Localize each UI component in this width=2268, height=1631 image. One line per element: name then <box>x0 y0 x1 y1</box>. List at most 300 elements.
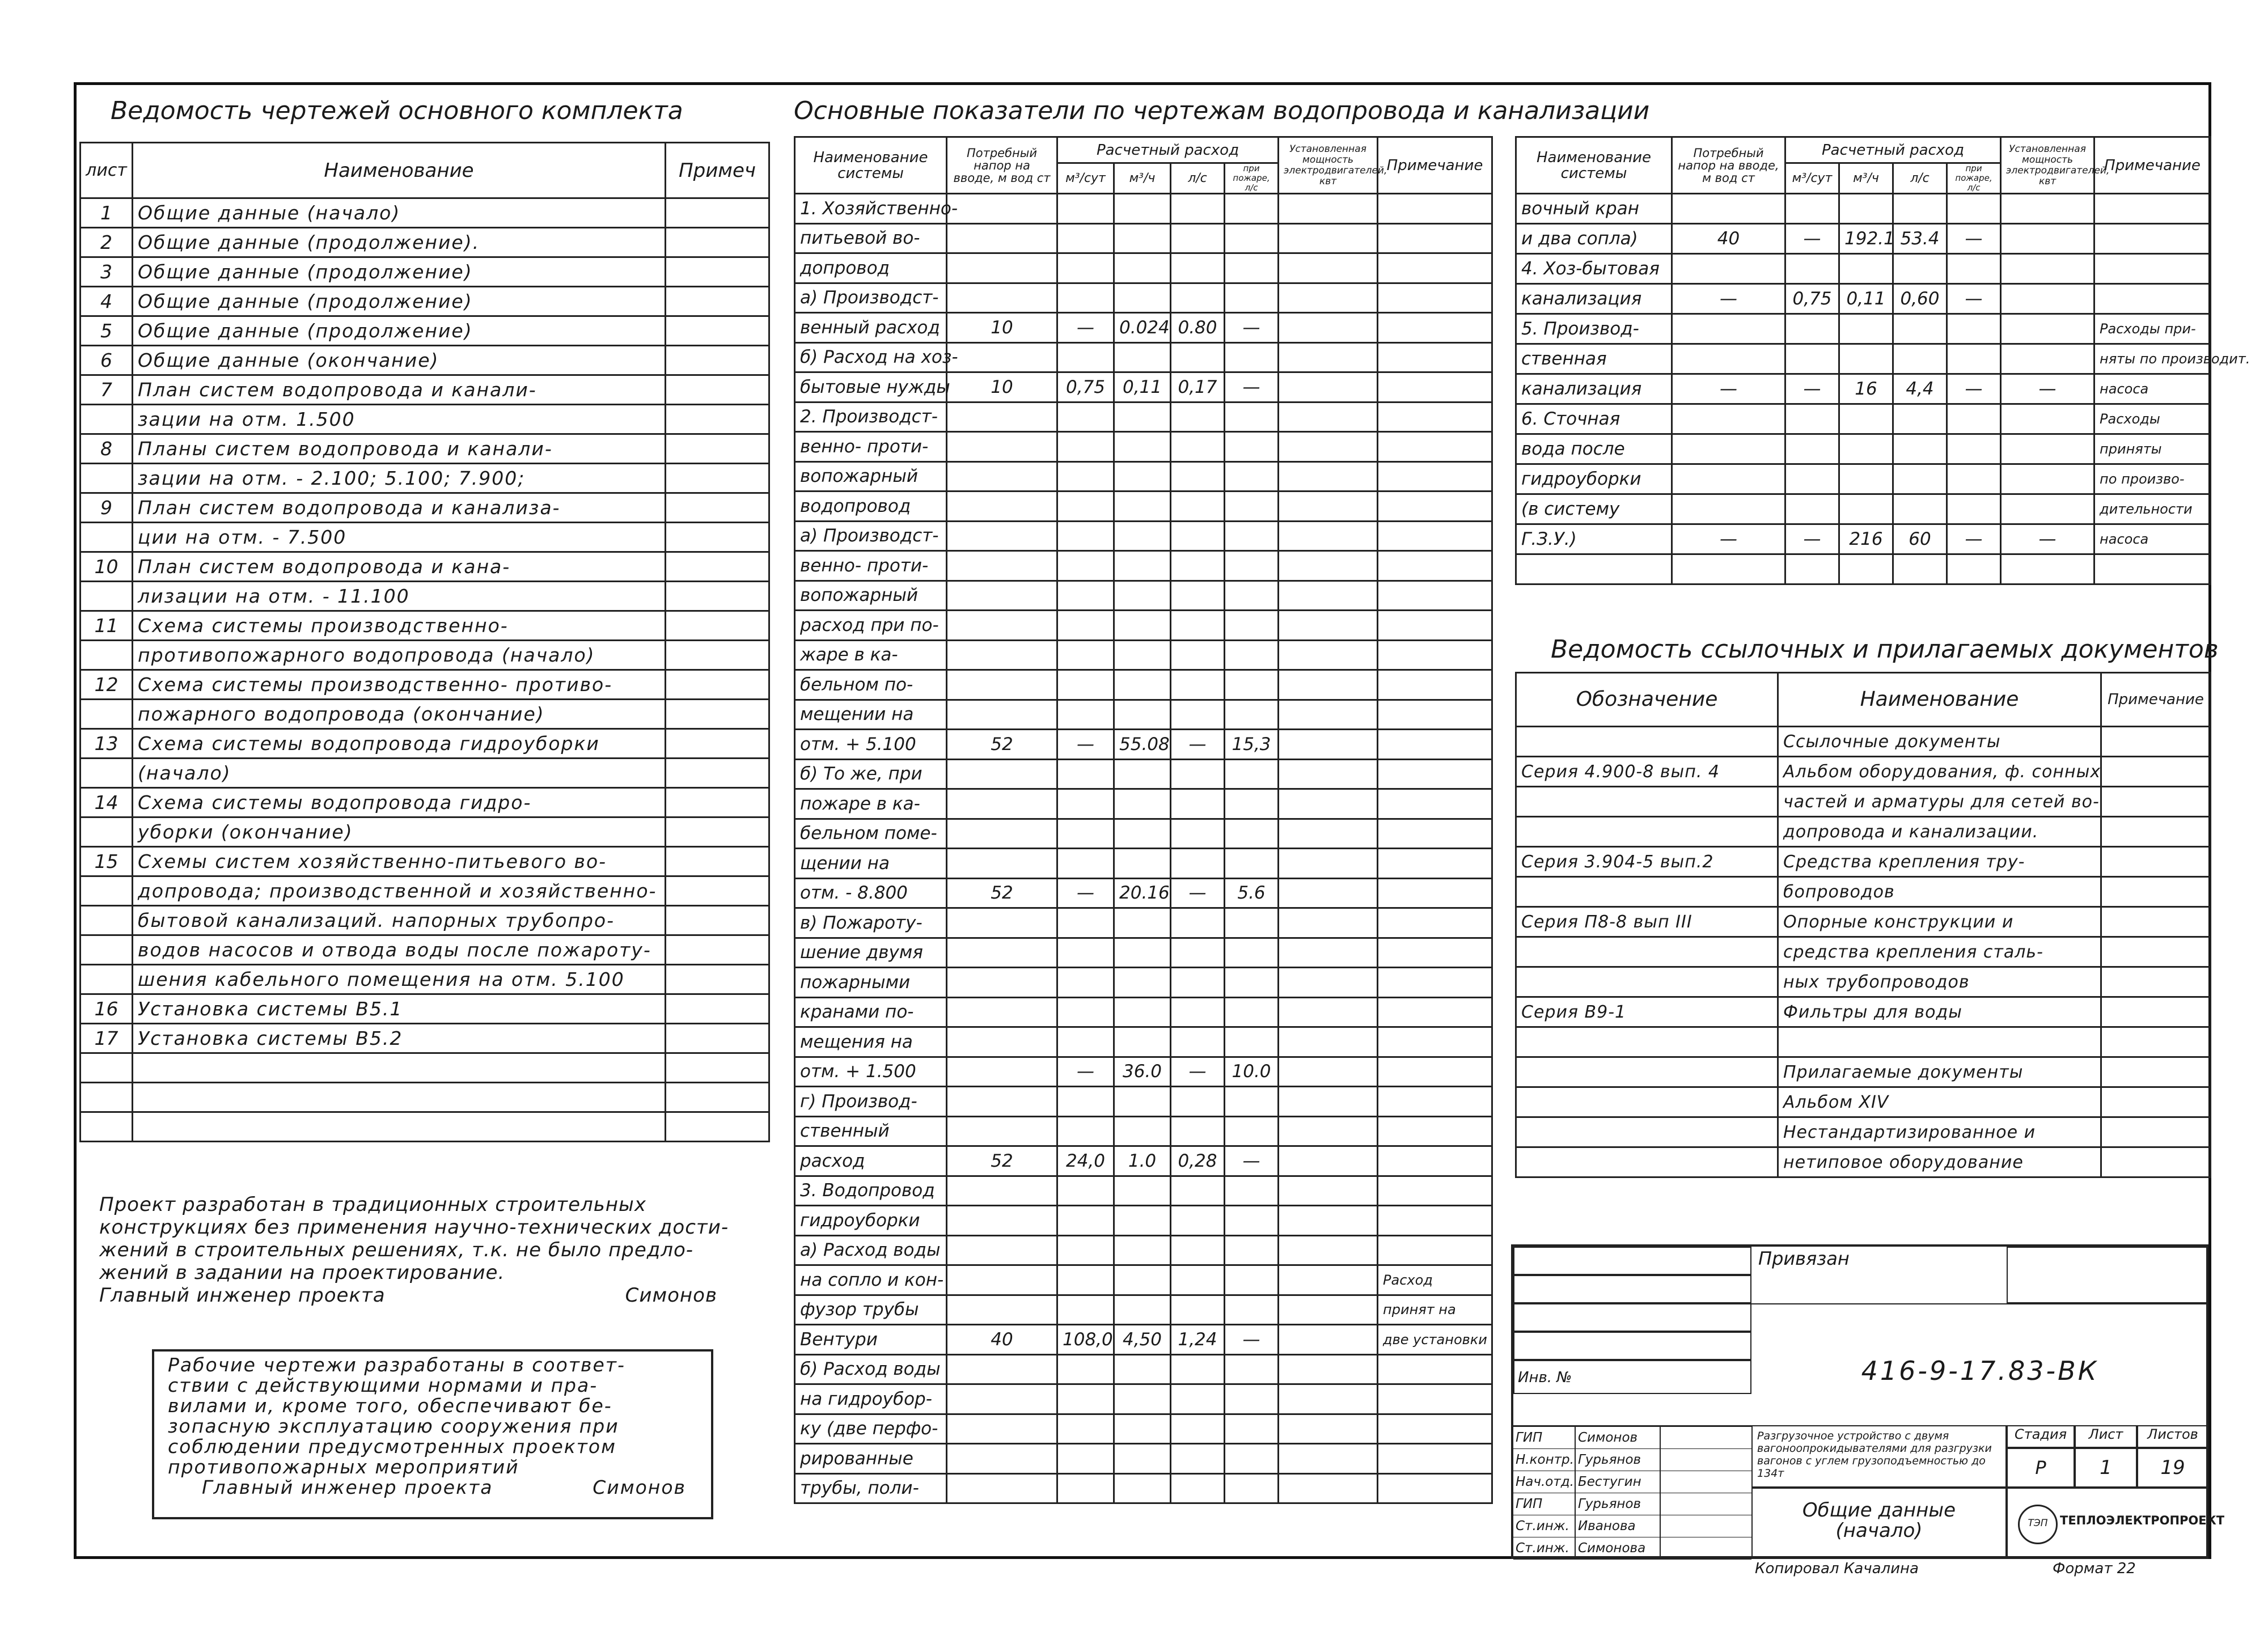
indicator-pressure <box>947 1384 1057 1414</box>
indicator-flow-m3h <box>1114 968 1171 998</box>
sheet-name: зации на отм. - 2.100; 5.100; 7.900; <box>133 464 666 493</box>
indicator-remark: Расход <box>1378 1265 1492 1295</box>
stamp-cell <box>2007 1247 2208 1303</box>
sheet-note <box>666 729 769 759</box>
indicator-flow-m3day <box>1057 1473 1114 1503</box>
indicator-remark: принят на <box>1378 1295 1492 1325</box>
sheet-note <box>666 405 769 434</box>
indicator-row <box>795 492 1492 522</box>
indicator-flow-m3h <box>1114 432 1171 462</box>
indicator-flow-ls <box>1171 819 1225 849</box>
indicator-row <box>795 730 1492 760</box>
indicator-flow-fire: — <box>1947 374 2001 404</box>
indicator-row <box>795 1325 1492 1355</box>
indicator-row <box>795 1027 1492 1057</box>
indicator-flow-m3h <box>1114 1027 1171 1057</box>
staff-signature <box>1661 1449 1751 1471</box>
indicator-system-name: б) Расход на хоз- <box>795 342 947 372</box>
indicator-flow-ls <box>1893 464 1947 494</box>
indicator-system-name: венный расход <box>795 313 947 343</box>
indicator-system-name: рированные <box>795 1444 947 1474</box>
indicator-remark <box>1378 1444 1492 1474</box>
sheet-row <box>81 965 769 994</box>
indicator-flow-fire: — <box>1947 524 2001 554</box>
indicator-row <box>1516 404 2211 434</box>
doc-title: частей и арматуры для сетей во- <box>1778 787 2101 817</box>
indicator-pressure <box>947 997 1057 1027</box>
indicator-flow-m3h <box>1114 1235 1171 1265</box>
col-name: Наименование <box>133 143 666 198</box>
indicator-power <box>2001 314 2094 344</box>
indicator-system-name: г) Производ- <box>795 1087 947 1117</box>
sheet-number: 2 <box>81 228 133 257</box>
sheet-number: 10 <box>81 552 133 582</box>
sheet-row <box>81 375 769 405</box>
sheet-name: Общие данные (продолжение) <box>133 287 666 316</box>
indicator-system-name: бельном поме- <box>795 819 947 849</box>
col-pressure: Потребный напор на вводе, м вод ст <box>947 137 1057 194</box>
indicator-power <box>1279 670 1378 700</box>
indicator-remark <box>1378 223 1492 253</box>
sheet-number: 11 <box>81 611 133 641</box>
indicator-row <box>795 1116 1492 1146</box>
indicator-system-name: вода после <box>1516 434 1672 464</box>
col-fire: при пожаре, л/с <box>1947 163 2001 194</box>
doc-remark <box>2101 967 2211 997</box>
indicator-row <box>795 372 1492 403</box>
sheet-note <box>666 847 769 876</box>
indicator-flow-ls <box>1171 253 1225 283</box>
compliance-line: вилами и, кроме того, обеспечивают бе- <box>168 1395 612 1417</box>
sheet-row <box>81 493 769 523</box>
col-designation: Обозначение <box>1516 673 1778 727</box>
indicator-flow-m3h <box>1839 194 1893 224</box>
indicator-row <box>795 759 1492 789</box>
sheet-row <box>81 552 769 582</box>
indicator-flow-ls <box>1171 1295 1225 1325</box>
sheet-note <box>666 700 769 729</box>
indicator-flow-ls <box>1893 194 1947 224</box>
indicator-flow-m3day <box>1057 1087 1114 1117</box>
indicator-flow-fire <box>1225 283 1279 313</box>
indicator-row <box>795 521 1492 551</box>
doc-designation <box>1516 1147 1778 1177</box>
indicator-flow-m3h: 1.0 <box>1114 1146 1171 1176</box>
staff-role: Нач.отд. <box>1513 1471 1576 1493</box>
indicator-system-name: пожарными <box>795 968 947 998</box>
indicator-flow-fire <box>1225 1444 1279 1474</box>
indicator-remark <box>1378 432 1492 462</box>
indicator-row <box>795 581 1492 611</box>
indicator-remark <box>1378 878 1492 908</box>
indicator-power <box>1279 1206 1378 1236</box>
indicator-pressure <box>947 1206 1057 1236</box>
indicator-system-name: 3. Водопровод <box>795 1176 947 1206</box>
sheet-name: Схема системы водопровода гидро- <box>133 788 666 817</box>
sheet-title: Общие данные (начало) <box>1751 1488 2007 1559</box>
indicator-flow-m3h <box>1114 1176 1171 1206</box>
doc-designation <box>1516 1057 1778 1087</box>
sheet-number <box>81 935 133 965</box>
staff-role: ГИП <box>1513 1427 1576 1449</box>
compliance-line: ствии с действующими нормами и пра- <box>168 1374 598 1396</box>
indicator-remark <box>1378 849 1492 879</box>
sheet-note <box>666 493 769 523</box>
indicator-remark <box>1378 670 1492 700</box>
indicator-flow-m3day: — <box>1057 878 1114 908</box>
indicator-flow-ls <box>1893 494 1947 524</box>
indicator-pressure <box>1672 194 1785 224</box>
indicator-flow-ls <box>1171 938 1225 968</box>
indicator-flow-fire <box>1225 342 1279 372</box>
doc-designation <box>1516 1087 1778 1117</box>
indicator-remark <box>1378 521 1492 551</box>
indicator-flow-m3day <box>1057 1176 1114 1206</box>
indicator-remark <box>1378 313 1492 343</box>
indicator-remark <box>2094 254 2211 284</box>
sheet-name: зации на отм. 1.500 <box>133 405 666 434</box>
indicator-pressure <box>947 461 1057 492</box>
indicator-flow-m3h <box>1114 997 1171 1027</box>
indicator-pressure <box>947 521 1057 551</box>
stamp-cell <box>1513 1275 1751 1303</box>
indicator-flow-m3day <box>1057 1414 1114 1444</box>
col-flow: Расчетный расход <box>1057 137 1279 163</box>
doc-row <box>1516 1147 2211 1177</box>
sheet-number <box>81 965 133 994</box>
sheet-row <box>81 935 769 965</box>
indicator-system-name: Г.З.У.) <box>1516 524 1672 554</box>
indicator-flow-m3day <box>1785 554 1839 584</box>
sheet-number <box>81 906 133 935</box>
indicator-remark: насоса <box>2094 374 2211 404</box>
indicator-flow-fire <box>1225 1087 1279 1117</box>
indicator-row <box>795 1295 1492 1325</box>
indicator-remark <box>1378 819 1492 849</box>
indicator-row <box>795 640 1492 670</box>
indicator-system-name: Вентури <box>795 1325 947 1355</box>
indicator-flow-m3day <box>1057 551 1114 581</box>
indicator-power <box>2001 284 2094 314</box>
compliance-name: Симонов <box>593 1476 686 1498</box>
indicator-pressure <box>947 640 1057 670</box>
indicator-remark <box>1378 700 1492 730</box>
indicator-remark <box>1378 253 1492 283</box>
doc-remark <box>2101 787 2211 817</box>
indicator-system-name: кранами по- <box>795 997 947 1027</box>
indicator-flow-ls <box>1893 314 1947 344</box>
indicator-row <box>795 402 1492 432</box>
indicator-flow-fire <box>1947 314 2001 344</box>
format: Формат 22 <box>2053 1560 2136 1577</box>
sheet-row <box>81 1083 769 1112</box>
compliance-line: зопасную эксплуатацию сооружения при <box>168 1415 619 1437</box>
indicator-row <box>795 551 1492 581</box>
indicator-flow-fire: — <box>1225 313 1279 343</box>
indicator-remark <box>1378 1414 1492 1444</box>
indicator-pressure <box>947 700 1057 730</box>
staff-signature <box>1661 1537 1751 1560</box>
project-title: Разгрузочное устройство с двумя вагоноопрокидывателями для разгрузки вагонов с углем грузоподъемностью до 134т <box>1751 1425 2007 1488</box>
indicator-flow-m3h <box>1114 819 1171 849</box>
indicator-power <box>1279 1116 1378 1146</box>
indicator-flow-fire <box>1225 997 1279 1027</box>
indicator-pressure <box>947 194 1057 224</box>
indicator-power <box>1279 372 1378 403</box>
inventory-number: Инв. № <box>1513 1360 1751 1394</box>
doc-remark <box>2101 757 2211 787</box>
col-ls: л/с <box>1171 163 1225 194</box>
indicator-row <box>1516 284 2211 314</box>
indicator-flow-ls <box>1171 1444 1225 1474</box>
sheet-row <box>81 198 769 228</box>
indicator-row <box>1516 554 2211 584</box>
indicator-flow-m3day: 0,75 <box>1057 372 1114 403</box>
indicator-flow-m3h <box>1114 759 1171 789</box>
indicator-power <box>1279 581 1378 611</box>
organization-name: ТЕПЛОЭЛЕКТРОПРОЕКТ <box>2060 1514 2225 1527</box>
indicator-row <box>1516 254 2211 284</box>
sheet-row <box>81 670 769 700</box>
indicator-flow-ls <box>1171 997 1225 1027</box>
indicator-flow-fire <box>1225 223 1279 253</box>
indicator-flow-m3day <box>1057 342 1114 372</box>
indicator-flow-fire: — <box>1225 1325 1279 1355</box>
indicator-flow-m3h <box>1114 253 1171 283</box>
indicator-flow-m3day <box>1057 1116 1114 1146</box>
indicator-flow-fire <box>1947 554 2001 584</box>
indicator-flow-ls <box>1171 461 1225 492</box>
col-power: Установленная мощность электродвигателей, квт <box>1279 137 1378 194</box>
indicator-flow-m3h <box>1839 254 1893 284</box>
indicator-pressure <box>947 1473 1057 1503</box>
indicator-row <box>795 283 1492 313</box>
indicator-flow-m3day <box>1057 700 1114 730</box>
doc-row <box>1516 847 2211 877</box>
col-m3day: м³/сут <box>1057 163 1114 194</box>
indicator-system-name: гидроуборки <box>1516 464 1672 494</box>
sheet-name: лизации на отм. - 11.100 <box>133 582 666 611</box>
indicator-pressure <box>947 789 1057 819</box>
indicator-pressure <box>947 283 1057 313</box>
sheet-number: 16 <box>81 994 133 1024</box>
indicator-remark <box>2094 554 2211 584</box>
compliance-role: Главный инженер проекта <box>202 1476 493 1498</box>
doc-row <box>1516 1087 2211 1117</box>
indicator-pressure: — <box>1672 284 1785 314</box>
indicator-flow-fire <box>1225 1265 1279 1295</box>
indicator-pressure: 40 <box>947 1325 1057 1355</box>
indicator-system-name: (в систему <box>1516 494 1672 524</box>
indicator-pressure <box>947 1414 1057 1444</box>
indicator-row <box>795 1384 1492 1414</box>
indicator-power <box>2001 494 2094 524</box>
sheet-number <box>81 759 133 788</box>
indicator-pressure <box>947 492 1057 522</box>
sheet-row <box>81 1024 769 1053</box>
doc-row <box>1516 907 2211 937</box>
indicator-row <box>795 878 1492 908</box>
stage-header: Стадия <box>2007 1425 2075 1448</box>
indicator-flow-m3day <box>1785 404 1839 434</box>
sheet-row <box>81 788 769 817</box>
indicator-flow-fire <box>1225 789 1279 819</box>
indicator-flow-m3day <box>1057 223 1114 253</box>
indicator-remark <box>2094 224 2211 254</box>
sheet-number <box>81 582 133 611</box>
indicator-flow-m3h <box>1114 1265 1171 1295</box>
sheet-number <box>81 1053 133 1083</box>
indicator-row <box>795 997 1492 1027</box>
document-code: 416-9-17.83-ВК <box>1751 1303 2208 1425</box>
indicator-flow-fire <box>1947 494 2001 524</box>
indicator-flow-fire <box>1225 611 1279 641</box>
indicator-power <box>1279 730 1378 760</box>
indicator-pressure: 10 <box>947 372 1057 403</box>
indicator-flow-ls <box>1171 1176 1225 1206</box>
indicator-row <box>795 1206 1492 1236</box>
indicator-flow-fire <box>1225 194 1279 224</box>
sheet-row <box>81 994 769 1024</box>
indicator-flow-m3day <box>1057 997 1114 1027</box>
indicator-flow-m3day <box>1785 254 1839 284</box>
indicator-power <box>1279 492 1378 522</box>
organization-logo: ТЭП <box>2018 1505 2058 1544</box>
indicator-flow-m3h: 192.1 <box>1839 224 1893 254</box>
indicator-flow-ls: 0,28 <box>1171 1146 1225 1176</box>
doc-row <box>1516 877 2211 907</box>
indicator-flow-fire <box>1947 194 2001 224</box>
indicator-power <box>1279 968 1378 998</box>
indicator-flow-m3day <box>1057 759 1114 789</box>
indicator-flow-m3day <box>1057 1027 1114 1057</box>
indicator-flow-m3day <box>1785 194 1839 224</box>
doc-remark <box>2101 817 2211 847</box>
sheet-row <box>81 287 769 316</box>
indicator-flow-fire <box>1225 968 1279 998</box>
indicator-flow-fire <box>1225 849 1279 879</box>
sheet-name: Схема системы производственно- <box>133 611 666 641</box>
indicator-flow-fire <box>1225 521 1279 551</box>
sheet-note <box>666 287 769 316</box>
indicator-flow-m3h <box>1839 434 1893 464</box>
sheet-name: шения кабельного помещения на отм. 5.100 <box>133 965 666 994</box>
indicator-flow-ls <box>1171 849 1225 879</box>
sheet-note <box>666 759 769 788</box>
indicator-flow-ls <box>1893 344 1947 374</box>
indicator-flow-ls <box>1171 611 1225 641</box>
indicator-pressure <box>947 819 1057 849</box>
indicator-flow-m3day: — <box>1785 374 1839 404</box>
indicator-row <box>795 1176 1492 1206</box>
indicator-flow-m3day <box>1785 344 1839 374</box>
indicator-flow-m3day <box>1057 670 1114 700</box>
indicator-flow-fire <box>1225 551 1279 581</box>
indicator-flow-m3day <box>1057 1295 1114 1325</box>
indicator-system-name: расход <box>795 1146 947 1176</box>
indicator-flow-m3h <box>1839 494 1893 524</box>
indicator-flow-m3h <box>1114 1116 1171 1146</box>
sheet-row <box>81 464 769 493</box>
indicator-flow-m3h: 0,11 <box>1839 284 1893 314</box>
indicator-flow-m3h: 16 <box>1839 374 1893 404</box>
indicator-remark: няты по производит. <box>2094 344 2211 374</box>
indicator-remark <box>1378 611 1492 641</box>
indicator-flow-m3day <box>1057 611 1114 641</box>
indicator-row <box>795 253 1492 283</box>
indicator-flow-fire <box>1225 1384 1279 1414</box>
indicator-flow-fire <box>1225 1354 1279 1384</box>
indicator-system-name: жаре в ка- <box>795 640 947 670</box>
indicator-flow-ls <box>1171 759 1225 789</box>
sheet-row <box>81 1112 769 1142</box>
indicator-flow-fire <box>1225 938 1279 968</box>
sheet-row <box>81 316 769 346</box>
indicator-power: — <box>2001 524 2094 554</box>
indicator-row <box>795 1265 1492 1295</box>
indicator-pressure <box>947 1116 1057 1146</box>
indicator-flow-ls <box>1171 700 1225 730</box>
indicator-flow-m3day <box>1057 1265 1114 1295</box>
indicator-pressure <box>947 670 1057 700</box>
indicator-flow-m3h <box>1114 1414 1171 1444</box>
doc-remark <box>2101 997 2211 1027</box>
indicator-flow-m3day: — <box>1785 224 1839 254</box>
indicator-pressure <box>947 432 1057 462</box>
indicator-flow-m3day <box>1057 521 1114 551</box>
indicator-row <box>795 819 1492 849</box>
indicator-flow-m3day <box>1057 1444 1114 1474</box>
sheet-row <box>81 641 769 670</box>
stamp-cell <box>1513 1332 1751 1360</box>
indicator-flow-m3day: — <box>1057 313 1114 343</box>
indicator-flow-ls <box>1171 342 1225 372</box>
doc-title: Альбом XIV <box>1778 1087 2101 1117</box>
indicator-flow-ls <box>1171 432 1225 462</box>
indicator-pressure <box>947 611 1057 641</box>
staff-signature <box>1661 1493 1751 1515</box>
indicator-system-name: мещения на <box>795 1027 947 1057</box>
sheet-name: План систем водопровода и канализа- <box>133 493 666 523</box>
sheet-number: 12 <box>81 670 133 700</box>
indicator-pressure: 10 <box>947 313 1057 343</box>
indicator-flow-ls <box>1171 1206 1225 1236</box>
indicator-power <box>1279 819 1378 849</box>
indicator-flow-fire <box>1225 1414 1279 1444</box>
indicator-flow-ls: — <box>1171 878 1225 908</box>
doc-row <box>1516 787 2211 817</box>
indicator-flow-m3h <box>1114 461 1171 492</box>
sheet-name: Общие данные (продолжение) <box>133 316 666 346</box>
indicator-flow-ls <box>1171 194 1225 224</box>
indicator-remark <box>1378 194 1492 224</box>
indicator-flow-m3day <box>1057 1206 1114 1236</box>
indicator-system-name: б) Расход воды <box>795 1354 947 1384</box>
indicator-flow-ls: 0.80 <box>1171 313 1225 343</box>
indicator-system-name: венно- проти- <box>795 432 947 462</box>
sheet-row <box>81 1053 769 1083</box>
indicator-flow-m3day: — <box>1057 1057 1114 1087</box>
indicator-row <box>795 1057 1492 1087</box>
indicator-system-name: пожаре в ка- <box>795 789 947 819</box>
doc-remark <box>2101 907 2211 937</box>
indicator-system-name: венно- проти- <box>795 551 947 581</box>
col-pressure: Потребный напор на вводе, м вод ст <box>1672 137 1785 194</box>
indicator-system-name: 5. Производ- <box>1516 314 1672 344</box>
sheet-value: 1 <box>2075 1448 2137 1488</box>
indicator-system-name: а) Расход воды <box>795 1235 947 1265</box>
indicator-pressure <box>947 253 1057 283</box>
